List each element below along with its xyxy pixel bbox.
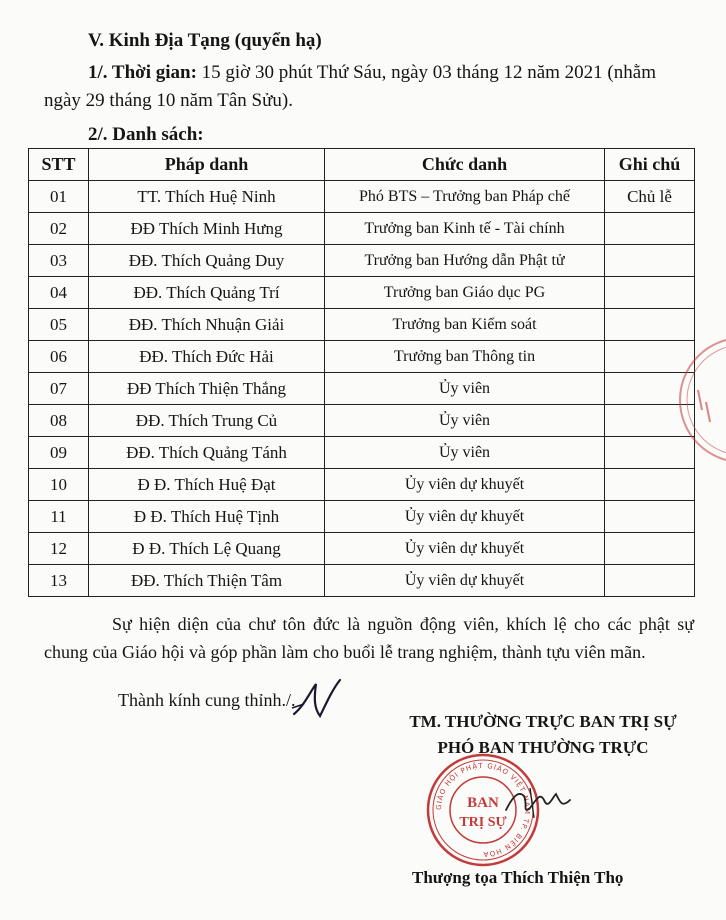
cell-stt: 08 [29,405,89,437]
table-row [29,277,695,309]
cell-chuc-danh: Trưởng ban Kiểm soát [325,309,605,341]
cell-phap-danh: TT. Thích Huệ Ninh [89,181,325,213]
cell-phap-danh: ĐĐ. Thích Nhuận Giải [89,309,325,341]
cell-chuc-danh: Ủy viên dự khuyết [325,533,605,565]
table-row [29,565,695,597]
header-stt: STT [29,149,89,181]
cell-stt: 13 [29,565,89,597]
cell-phap-danh: ĐĐ. Thích Trung Củ [89,405,325,437]
signature-title-1: TM. THƯỜNG TRỰC BAN TRỊ SỰ [409,712,677,731]
header-chuc-danh: Chức danh [325,149,605,181]
table-row [29,469,695,501]
cell-stt: 02 [29,213,89,245]
list-label: 2/. Danh sách: [88,124,204,145]
cell-ghi-chu: Chủ lễ [605,181,695,213]
signatory-name: Thượng tọa Thích Thiện Thọ [412,868,624,887]
cell-ghi-chu [605,213,695,245]
seal-text-1: BAN [467,795,499,811]
cell-stt: 11 [29,501,89,533]
table-row [29,373,695,405]
cell-phap-danh: ĐĐ. Thích Thiện Tâm [89,565,325,597]
cell-stt: 07 [29,373,89,405]
cell-ghi-chu [605,245,695,277]
cell-chuc-danh: Phó BTS – Trưởng ban Pháp chế [325,181,605,213]
cell-phap-danh: ĐĐ. Thích Quảng Duy [89,245,325,277]
seal-ring-text: GIÁO HỘI PHẬT GIÁO VIỆT NAM TP. BIÊN HÒA [434,761,532,859]
table-row [29,501,695,533]
cell-chuc-danh: Ủy viên [325,373,605,405]
cell-stt: 10 [29,469,89,501]
cell-chuc-danh: Trưởng ban Giáo dục PG [325,277,605,309]
table-row [29,341,695,373]
cell-ghi-chu [605,277,695,309]
header-phap-danh: Pháp danh [89,149,325,181]
cell-stt: 06 [29,341,89,373]
cell-ghi-chu [605,501,695,533]
section-heading: V. Kinh Địa Tạng (quyển hạ) [88,30,322,51]
cell-stt: 09 [29,437,89,469]
table-row [29,405,695,437]
cell-stt: 12 [29,533,89,565]
cell-phap-danh: Đ Đ. Thích Lệ Quang [89,533,325,565]
time-line-1 [88,62,656,84]
cell-stt: 05 [29,309,89,341]
cell-ghi-chu [605,469,695,501]
closing-line: Thành kính cung thỉnh./. [118,690,296,710]
cell-phap-danh: Đ Đ. Thích Huệ Tịnh [89,501,325,533]
cell-stt: 03 [29,245,89,277]
cell-ghi-chu [605,565,695,597]
cell-chuc-danh: Ủy viên [325,405,605,437]
time-text-1: 15 giờ 30 phút Thứ Sáu, ngày 03 tháng 12 năm 2021 (nhằm [196,62,656,83]
table-row [29,437,695,469]
time-label: 1/. Thời gian: [88,62,197,83]
header-ghi-chu: Ghi chú [605,149,695,181]
partial-seal-edge [676,330,726,470]
cell-phap-danh: ĐĐ. Thích Đức Hải [89,341,325,373]
cell-phap-danh: ĐĐ Thích Thiện Thắng [89,373,325,405]
closing-paragraph [44,610,694,666]
cell-phap-danh: Đ Đ. Thích Huệ Đạt [89,469,325,501]
cell-phap-danh: ĐĐ. Thích Quảng Trí [89,277,325,309]
table-row [29,245,695,277]
cell-ghi-chu [605,533,695,565]
handwritten-initials [290,676,350,722]
cell-chuc-danh: Trưởng ban Thông tin [325,341,605,373]
table-row [29,309,695,341]
cell-chuc-danh: Ủy viên dự khuyết [325,469,605,501]
table-row [29,181,695,213]
cell-chuc-danh: Ủy viên dự khuyết [325,501,605,533]
handwritten-signature [500,770,580,830]
cell-stt: 01 [29,181,89,213]
table-row [29,533,695,565]
cell-stt: 04 [29,277,89,309]
seal-text-2: TRỊ SỰ [459,815,507,830]
table-row [29,213,695,245]
table-header-row [29,149,695,181]
participants-table [28,148,695,597]
cell-chuc-danh: Trưởng ban Kinh tế - Tài chính [325,213,605,245]
paragraph-text: Sự hiện diện của chư tôn đức là nguồn động viên, khích lệ cho các phật sự chung của Giáo hội và góp phần làm cho buổi lễ trang nghiệm, thành tựu viên mãn. [44,614,694,662]
time-line-2: ngày 29 tháng 10 năm Tân Sửu). [44,90,293,111]
cell-phap-danh: ĐĐ. Thích Quảng Tánh [89,437,325,469]
cell-chuc-danh: Ủy viên dự khuyết [325,565,605,597]
signature-title-2: PHÓ BAN THƯỜNG TRỰC [437,738,649,757]
cell-phap-danh: ĐĐ Thích Minh Hưng [89,213,325,245]
cell-chuc-danh: Trưởng ban Hướng dẫn Phật tử [325,245,605,277]
cell-chuc-danh: Ủy viên [325,437,605,469]
